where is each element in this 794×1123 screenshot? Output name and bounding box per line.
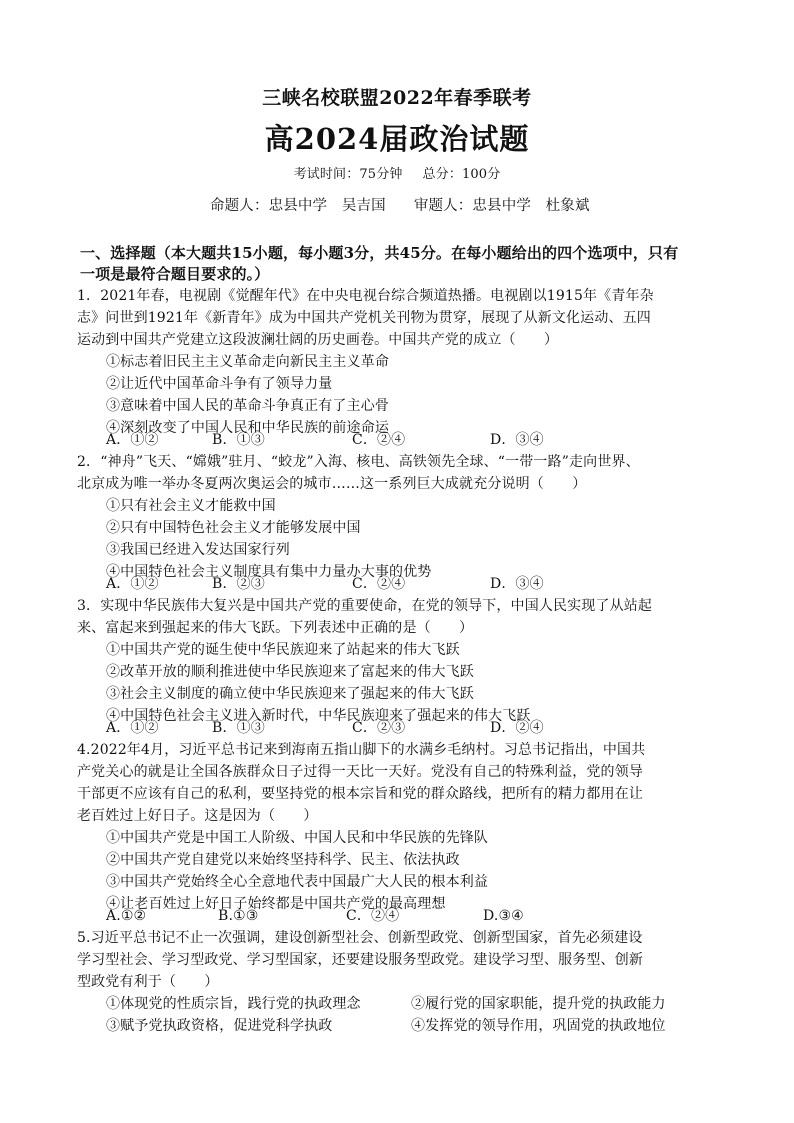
- question-3-option-4: ④中国特色社会主义进入新时代，中华民族迎来了强起来的伟大飞跃: [106, 708, 531, 724]
- question-1-stem-line: 志》问世到1921年《新青年》成为中国共产党机关刊物为贯穿，展现了从新文化运动、五四: [77, 310, 651, 326]
- exam-title: 三峡名校联盟2022年春季联考: [262, 87, 532, 109]
- question-3-option-2: ②改革开放的顺利推进使中华民族迎来了富起来的伟大飞跃: [106, 664, 474, 680]
- choice-c: C．②③: [352, 720, 406, 736]
- choice-d: D.③④: [483, 908, 524, 924]
- section-heading-line-1: 一、选择题（本大题共15小题，每小题3分，共45分。在每小题给出的四个选项中，只有: [80, 244, 679, 262]
- choice-a: A.①②: [106, 908, 147, 924]
- choice-d: D．③④: [490, 432, 544, 448]
- question-5-option-2: ②履行党的国家职能，提升党的执政能力: [411, 996, 666, 1012]
- exam-meta: [0, 166, 794, 184]
- reviewer: 审题人：忠县中学 杜象斌: [413, 198, 590, 214]
- exam-authors: [210, 196, 590, 216]
- question-4-stem-line: 老百姓过上好日子。这是因为（ ）: [77, 808, 318, 824]
- setter: 命题人：忠县中学 吴吉国: [210, 198, 386, 214]
- question-4-stem-line: 4.2022年4月，习近平总书记来到海南五指山脚下的水满乡毛纳村。习总书记指出，中国共: [77, 742, 646, 758]
- question-4-option-4: ④让老百姓过上好日子始终都是中国共产党的最高理想: [106, 896, 446, 912]
- question-3-option-1: ①中国共产党的诞生使中华民族迎来了站起来的伟大飞跃: [106, 642, 460, 658]
- choice-c: C．②④: [346, 908, 400, 924]
- question-1-stem-line: 运动到中国共产党建立这段波澜壮阔的历史画卷。中国共产党的成立（ ）: [77, 332, 559, 348]
- question-1-option-4: ④深刻改变了中国人民和中华民族的前途命运: [106, 420, 389, 436]
- section-heading-line-2: 一项是最符合题目要求的。）: [80, 265, 270, 283]
- exam-score: 总分：100分: [422, 167, 501, 182]
- question-2-stem-line: 2．“神舟”飞天、“嫦娥”驻月、“蛟龙”入海、核电、高铁领先全球、“一带一路”走向世界、: [77, 454, 640, 470]
- question-1-stem-line: 1．2021年春，电视剧《觉醒年代》在中央电视台综合频道热播。电视剧以1915年《青年杂: [77, 288, 654, 304]
- question-4-option-3: ③中国共产党始终全心全意地代表中国最广大人民的根本利益: [106, 874, 489, 890]
- question-3-stem-line: 来、富起来到强起来的伟大飞跃。下列表述中正确的是（ ）: [77, 620, 474, 636]
- choice-d: D．②④: [490, 720, 544, 736]
- question-3-stem-line: 3．实现中华民族伟大复兴是中国共产党的重要使命，在党的领导下，中国人民实现了从站起: [77, 598, 653, 614]
- question-1-option-1: ①标志着旧民主主义革命走向新民主主义革命: [106, 354, 389, 370]
- question-3-option-3: ③社会主义制度的确立使中华民族迎来了强起来的伟大飞跃: [106, 686, 474, 702]
- question-5-stem-line: 5.习近平总书记不止一次强调，建设创新型社会、创新型政党、创新型国家，首先必须建设: [77, 930, 643, 946]
- choice-b: B．②③: [212, 576, 265, 592]
- choice-c: C．②④: [352, 432, 406, 448]
- choice-c: C．②④: [352, 576, 406, 592]
- choice-a: A．①②: [106, 432, 159, 448]
- question-5-stem-line: 学习型社会、学习型政党、学习型国家，还要建设服务型政党。建设学习型、服务型、创新: [77, 952, 643, 968]
- question-2-stem-line: 北京成为唯一举办冬夏两次奥运会的城市……这一系列巨大成就充分说明（ ）: [77, 476, 587, 492]
- question-5-option-1: ①体现党的性质宗旨，践行党的执政理念: [106, 996, 361, 1012]
- question-4-stem-line: 干部更不应该有自己的私利，要坚持党的根本宗旨和党的群众路线，把所有的精力都用在让: [77, 786, 643, 802]
- question-2-option-2: ②只有中国特色社会主义才能够发展中国: [106, 520, 361, 536]
- choice-d: D．③④: [490, 576, 544, 592]
- question-4-stem-line: 产党关心的就是让全国各族群众日子过得一天比一天好。党没有自己的特殊利益，党的领导: [77, 764, 643, 780]
- choice-b: B．①③: [212, 432, 265, 448]
- exam-subtitle: 高2024届政治试题: [264, 122, 530, 156]
- question-5-stem-line: 型政党有利于（ ）: [77, 974, 219, 990]
- choice-a: A．①②: [106, 576, 159, 592]
- question-5-option-4: ④发挥党的领导作用，巩固党的执政地位: [411, 1018, 666, 1034]
- choice-b: B.①③: [218, 908, 259, 924]
- question-1-option-3: ③意味着中国人民的革命斗争真正有了主心骨: [106, 398, 389, 414]
- question-4-option-1: ①中国共产党是中国工人阶级、中国人民和中华民族的先锋队: [106, 830, 489, 846]
- choice-b: B．①③: [212, 720, 265, 736]
- question-1-option-2: ②让近代中国革命斗争有了领导力量: [106, 376, 333, 392]
- question-5-option-3: ③赋予党执政资格，促进党科学执政: [106, 1018, 333, 1034]
- question-2-option-4: ④中国特色社会主义制度具有集中力量办大事的优势: [106, 564, 432, 580]
- question-4-option-2: ②中国共产党自建党以来始终坚持科学、民主、依法执政: [106, 852, 460, 868]
- choice-a: A．①②: [106, 720, 159, 736]
- exam-time: 考试时间：75分钟: [293, 167, 403, 182]
- question-2-option-3: ③我国已经进入发达国家行列: [106, 542, 290, 558]
- question-2-option-1: ①只有社会主义才能救中国: [106, 498, 276, 514]
